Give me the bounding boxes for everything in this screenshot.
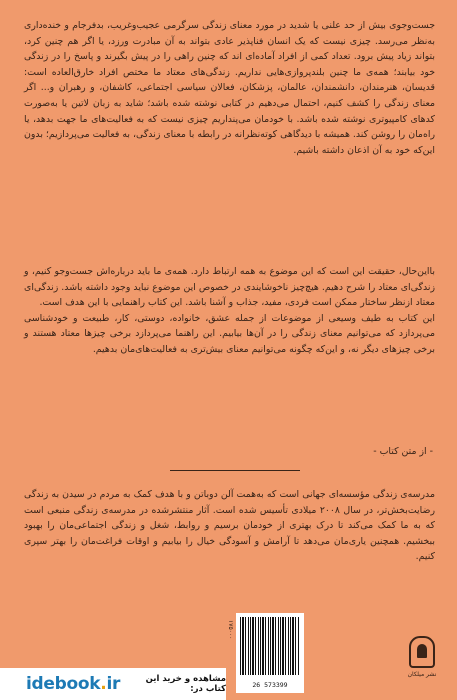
price-label: ۱۷۵۰۰۰ [227, 620, 234, 640]
body-paragraph: بااین‌حال، حقیقت این است که این موضوع به همه ارتباط دارد. همه‌ی ما باید درباره‌اش جست‌وجو کنیم، و زندگی‌ای معتاد را شرح دهیم. هیچ‌چیز ناخوشایندی در خصوص این موضوع نباید وجود داشته باشد. زندگی‌ای معتاد ازنظر ساختار ممکن است فردی، مفید، جذاب و آشنا باشد. این کتاب راهنمایی با این هدف است. [24, 266, 435, 309]
barcode-bars [240, 617, 300, 675]
about-text [24, 487, 435, 565]
body-text [24, 264, 435, 358]
publisher-name: نشر میلکان [407, 671, 437, 678]
intro-text [24, 18, 435, 158]
intro-paragraph: جست‌وجوی بیش از حد علنی یا شدید در مورد معنای زندگی سرگرمی عجیب‌وغریب، بدفرجام و خنده‌داری به‌نظر می‌رسد. چیزی نیست که یک انسان فناپذیر عادی بتواند به آن مبادرت ورزد، یا اگر هم چنین کرد، بتواند زیاد پیش برود. تعداد کمی از افراد آماده‌ای اند که چنین راهی را در پیش بگیرند و پاسخ را در زندگی خود بیابند؛ همه‌ی ما چنین بلندپروازی‌هایی نداریم. زندگی‌های معتاد ما مختص افراد خارق‌العاده است: قدیسان، هنرمندان، دانشمندان، عالمان، پزشکان، فعالان سیاسی اجتماعی، کاشفان، و رهبران و... اگر معنای زندگی را کشف کنیم، احتمال می‌دهیم در کتابی نوشته شده باشد؛ شاید به زبان لاتین یا به‌صورت کدهای کامپیوتری نوشته شده باشد. با خودمان می‌پنداریم چیزی نیست که به فعالیت‌های ما جهت بدهد، یا راه‌مان را روشن کند. همیشه با دیدگاهی کوته‌نظرانه در رابطه با معنای زندگی، به فعالیت می‌پردازیم؛ بدون این‌که خود به آن اذعان داشته باشیم. [24, 20, 435, 156]
barcode-number: 26 573399 [252, 681, 288, 689]
watermark-banner[interactable] [0, 668, 226, 700]
watermark-cta: مشاهده و خرید این کتاب در: [145, 674, 226, 694]
publisher-logo [405, 636, 439, 688]
attribution: - از متن کتاب - [373, 446, 433, 457]
publisher-logo-icon [409, 636, 435, 668]
about-paragraph: مدرسه‌ی زندگی مؤسسه‌ای جهانی است که به‌همت آلن دوباتن و با هدف کمک به مردم در سیدن به زندگی رضایت‌بخش‌تر، در سال ۲۰۰۸ میلادی تأسیس شده است. آثار منتشرشده در مدرسه‌ی زندگی منبعی است که به ما کمک می‌کند تا درک بهتری از خودمان برسیم و روابط، شغل و زندگی اجتماعی‌مان را بهبود ببخشیم. همچنین یاری‌مان می‌دهد تا آرامش و آسودگی خیال را بیابیم و اوقات فراغت‌مان را بهتر سپری کنیم. [24, 489, 435, 563]
body-paragraph: این کتاب به طیف وسیعی از موضوعات از جمله عشق، خانواده، دوستی، کار، طبیعت و خودشناسی می‌پردازد که می‌توانیم معنای زندگی را در آن‌ها بیابیم. این راهنما می‌پردازد برخی چیزها معتاد هستند و برخی چیزهای دیگر نه، و این‌که چگونه می‌توانیم معنای بیش‌تری به فعالیت‌های‌مان بدهیم. [24, 312, 435, 355]
divider [170, 470, 300, 471]
watermark-logo: idebook.ir [26, 674, 121, 694]
barcode [236, 613, 304, 693]
